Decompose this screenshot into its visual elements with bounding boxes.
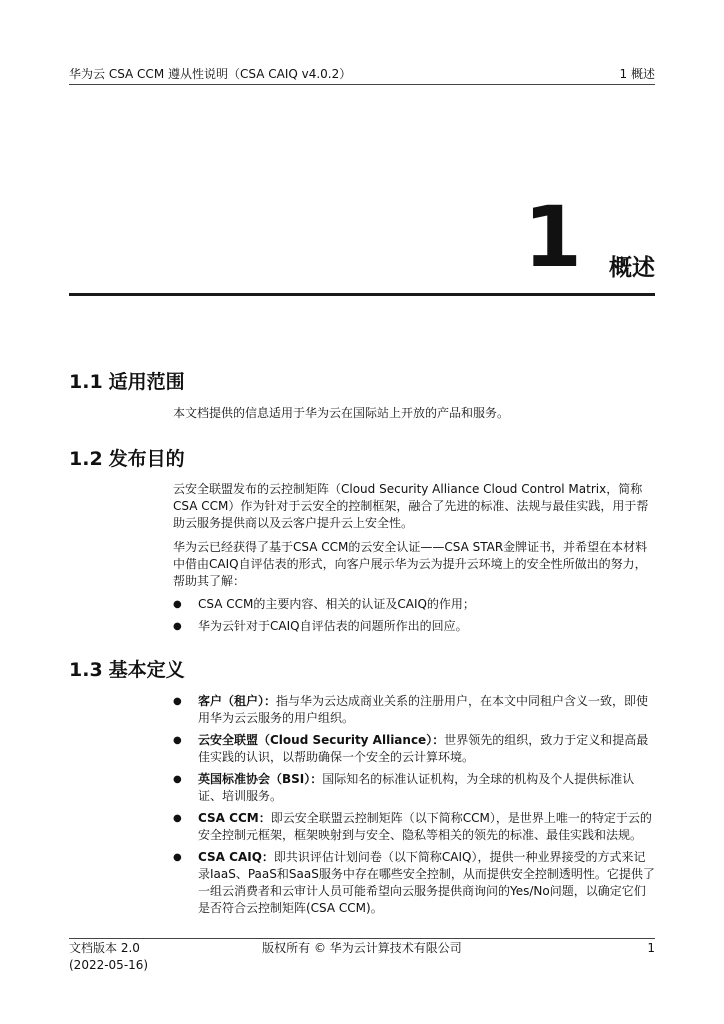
footer-version: 文档版本 2.0 [69,941,140,955]
footer-divider [69,938,655,939]
section-number: 1.2 [69,448,103,470]
definition-item [173,693,655,727]
purpose-bullet-list [173,596,655,635]
bullet-icon: ● [173,774,182,785]
list-item [173,618,655,635]
definition-text: 指与华为云达成商业关系的注册用户，在本文中同租户含义一致，即使用华为云云服务的用户组织。 [198,694,649,725]
definition-text: 国际知名的标准认证机构，为全球的机构及个人提供标准认证、培训服务。 [198,772,635,803]
header-chapter-label: 1 概述 [619,67,655,81]
definitions-list [173,693,655,917]
section-heading-scope [69,369,185,395]
definition-text: 即云安全联盟云控制矩阵（以下简称CCM），是世界上唯一的特定于云的安全控制元框架，框架映射到与安全、隐私等相关的领先的标准、最佳实践和法规。 [198,811,652,842]
list-item-text: CSA CCM的主要内容、相关的认证及CAIQ的作用； [198,597,475,611]
page-header [69,64,655,84]
section-number: 1.3 [69,659,103,681]
footer-page-number: 1 [647,941,655,955]
section-title: 适用范围 [108,371,185,393]
definition-item [173,771,655,805]
definition-term: 英国标准协会（BSI）： [198,772,323,786]
purpose-paragraph-1: 云安全联盟发布的云控制矩阵（Cloud Security Alliance Cloud Control Matrix，简称CSA CCM）作为针对于云安全的控制框架，融合了先进的标准、法规与最佳实践，用于帮助云服务提供商以及云客户提升云上安全性。 [173,482,649,530]
header-document-title: 华为云 CSA CCM 遵从性说明（CSA CAIQ v4.0.2） [69,67,352,81]
section-title: 基本定义 [108,659,185,681]
section-number: 1.1 [69,371,103,393]
purpose-paragraph-2: 华为云已经获得了基于CSA CCM的云安全认证——CSA STAR金牌证书，并希望在本材料中借由CAIQ自评估表的形式，向客户展示华为云为提升云环境上的安全性所做出的努力，帮助其了解： [173,540,648,588]
list-item [173,596,655,613]
definition-term: 客户（租户）： [198,694,277,708]
bullet-icon: ● [173,599,182,610]
section-heading-purpose [69,446,185,472]
chapter-number: 1 [523,188,582,286]
definition-text: 即共识评估计划问卷（以下简称CAIQ），提供一种业界接受的方式来记录IaaS、PaaS和SaaS服务中存在哪些安全控制，从而提供安全控制透明性。它提供了一组云消费者和云审计人员可能希望向云服务提供商询问的Yes/No问题，以确定它们是否符合云控制矩阵(CSA CCM)。 [198,850,655,915]
definition-text: 世界领先的组织，致力于定义和提高最佳实践的认识，以帮助确保一个安全的云计算环境。 [198,733,649,764]
section-heading-definitions [69,657,185,683]
chapter-rule [69,293,655,296]
definition-term: CSA CCM： [198,811,271,825]
chapter-title: 概述 [609,255,655,281]
bullet-icon: ● [173,696,182,707]
definition-item [173,732,655,766]
definition-term: 云安全联盟（Cloud Security Alliance）： [198,733,445,747]
footer-date: (2022-05-16) [69,958,149,972]
list-item-text: 华为云针对于CAIQ自评估表的问题所作出的回应。 [198,619,468,633]
definition-item [173,810,655,844]
scope-paragraph: 本文档提供的信息适用于华为云在国际站上开放的产品和服务。 [173,406,510,420]
bullet-icon: ● [173,852,182,863]
definition-term: CSA CAIQ： [198,850,274,864]
bullet-icon: ● [173,813,182,824]
section-title: 发布目的 [108,448,185,470]
definition-item [173,849,655,917]
header-divider [69,84,655,85]
bullet-icon: ● [173,735,182,746]
bullet-icon: ● [173,621,182,632]
footer-copyright: 版权所有 © 华为云计算技术有限公司 [262,941,462,955]
